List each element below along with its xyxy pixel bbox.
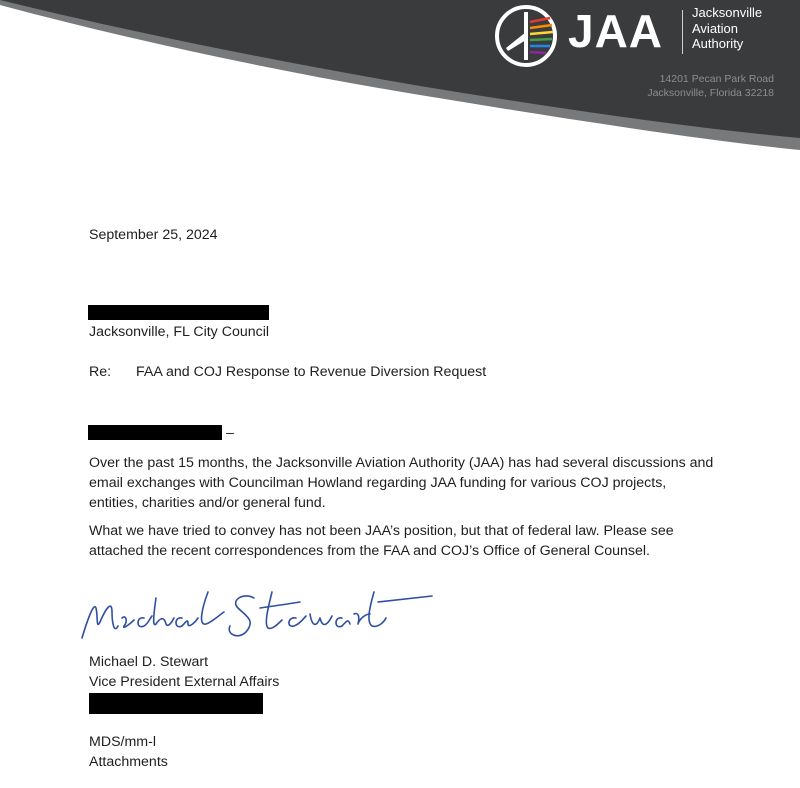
logo-divider xyxy=(682,10,683,54)
org-name-line: Jacksonville xyxy=(692,5,763,20)
org-name-line: Aviation xyxy=(692,20,739,36)
re-label: Re: xyxy=(89,364,112,380)
letterhead-address xyxy=(647,72,774,100)
letterhead xyxy=(0,0,800,160)
salutation-dash: – xyxy=(226,425,234,441)
body-paragraph: What we have tried to convey has not been JAA’s position, but that of federal law. Please see attached the recent correspondences from the FAA and COJ’s Office of General Counsel. xyxy=(89,523,674,559)
handwritten-signature xyxy=(78,578,438,650)
signer-title: Vice President External Affairs xyxy=(89,674,280,690)
body-paragraph: Over the past 15 months, the Jacksonville Aviation Authority (JAA) has had several discussions and email exchanges with Councilman Howland regarding JAA funding for various COJ projects, entities, charities and/or general fund. xyxy=(89,455,714,511)
jaa-logo-icon xyxy=(494,4,558,68)
re-subject: FAA and COJ Response to Revenue Diversion Request xyxy=(136,364,487,380)
redaction-bar xyxy=(89,693,263,714)
signer-name: Michael D. Stewart xyxy=(89,654,209,670)
redaction-bar xyxy=(88,425,222,440)
reference-initials: MDS/mm-l xyxy=(89,734,156,750)
letter-date: September 25, 2024 xyxy=(89,227,218,243)
recipient-organization: Jacksonville, FL City Council xyxy=(89,324,270,340)
org-name-line: Authority xyxy=(692,36,744,51)
enclosure-notation: Attachments xyxy=(89,754,168,770)
organization-name xyxy=(692,5,792,52)
logo-wordmark: JAA xyxy=(568,5,664,57)
address-line: Jacksonville, Florida 32218 xyxy=(647,87,774,99)
address-line: 14201 Pecan Park Road xyxy=(659,73,774,85)
redaction-bar xyxy=(88,305,269,320)
